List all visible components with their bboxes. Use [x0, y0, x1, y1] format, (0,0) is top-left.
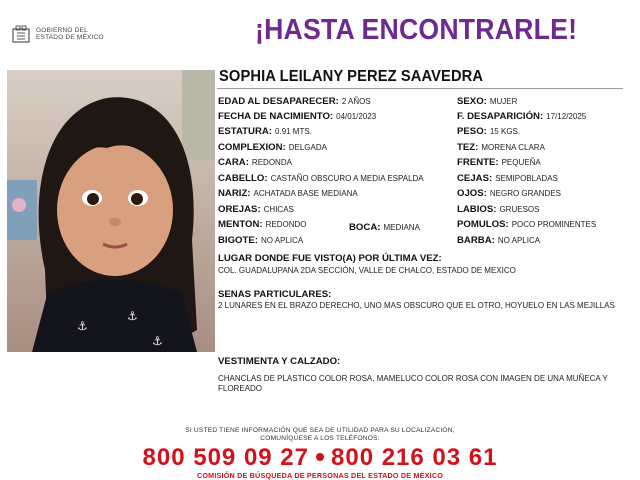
particular-signs-label: SENAS PARTICULARES:	[218, 289, 332, 300]
separator-dot-icon	[316, 453, 324, 461]
field-label: ESTATURA:	[218, 126, 273, 137]
field-label: COMPLEXION:	[218, 142, 286, 153]
field-value: PEQUEÑA	[501, 158, 541, 167]
field-label: FRENTE:	[457, 157, 499, 168]
field-value: CHICAS	[263, 205, 294, 214]
field-tez	[457, 142, 545, 153]
field-label: LABIOS:	[457, 204, 497, 215]
field-desaparicion	[457, 111, 586, 122]
footer-note-line-1: SI USTED TIENE INFORMACIÓN QUE SEA DE UTILIDAD PARA SU LOCALIZACIÓN,	[185, 427, 455, 434]
field-complexion	[218, 142, 327, 153]
field-label: TEZ:	[457, 142, 479, 153]
phone-number-2[interactable]: 800 216 03 61	[331, 444, 498, 471]
field-value: 15 KGS.	[489, 127, 521, 136]
phone-numbers	[0, 444, 640, 472]
field-value: POCO PROMINENTES	[511, 220, 597, 229]
field-label: SEXO:	[457, 96, 487, 107]
field-value: ACHATADA BASE MEDIANA	[253, 189, 358, 198]
field-label: BARBA:	[457, 235, 495, 246]
field-value: REDONDA	[251, 158, 292, 167]
field-peso	[457, 126, 520, 137]
field-value: NO APLICA	[260, 236, 304, 245]
field-value: NO APLICA	[497, 236, 541, 245]
field-ojos	[457, 188, 561, 199]
last-seen-label: LUGAR DONDE FUE VISTO(A) POR ÚLTIMA VEZ:	[218, 253, 442, 264]
field-estatura	[218, 126, 312, 137]
field-sexo	[457, 96, 517, 107]
svg-text:⚓: ⚓	[127, 309, 138, 323]
field-nariz	[218, 188, 358, 199]
field-value: MEDIANA	[383, 223, 420, 232]
field-value: MORENA CLARA	[481, 143, 545, 152]
field-value: GRUESOS	[499, 205, 540, 214]
commission-name: COMISIÓN DE BÚSQUEDA DE PERSONAS DEL ESTADO DE MÉXICO	[196, 471, 444, 480]
field-label: CABELLO:	[218, 173, 268, 184]
logo-line-2: ESTADO DE MÉXICO	[36, 34, 104, 41]
field-label: BIGOTE:	[218, 235, 258, 246]
field-label: NARIZ:	[218, 188, 251, 199]
field-value: 17/12/2025	[546, 112, 587, 121]
footer-note-line-2: COMUNÍQUESE A LOS TELÉFONOS:	[260, 435, 380, 442]
field-value: DELGADA	[288, 143, 327, 152]
field-label: CARA:	[218, 157, 249, 168]
clothing-label: VESTIMENTA Y CALZADO:	[218, 356, 341, 367]
logo-line-1: GOBIERNO DEL	[36, 26, 88, 34]
field-labios	[457, 204, 539, 215]
field-label: MENTON:	[218, 219, 263, 230]
field-label: EDAD AL DESAPARECER:	[218, 96, 339, 107]
field-label: OJOS:	[457, 188, 487, 199]
field-value: MUJER	[489, 97, 518, 106]
field-nacimiento	[218, 111, 376, 122]
field-cabello	[218, 173, 424, 184]
logo-text	[36, 27, 104, 42]
field-label: PESO:	[457, 126, 487, 137]
svg-text:⚓: ⚓	[77, 319, 88, 333]
name-divider	[217, 88, 623, 89]
field-value: CASTAÑO OBSCURO A MEDIA ESPALDA	[270, 174, 424, 183]
field-value: 0.91 MTS.	[275, 127, 312, 136]
person-photo	[7, 70, 215, 352]
field-pomulos	[457, 219, 596, 230]
field-label: CEJAS:	[457, 173, 493, 184]
field-frente	[457, 157, 541, 168]
field-label: FECHA DE NACIMIENTO:	[218, 111, 334, 122]
government-logo	[10, 22, 130, 46]
field-edad	[218, 96, 371, 107]
coat-of-arms-icon	[10, 23, 32, 45]
field-barba	[457, 235, 540, 246]
field-label: POMULOS:	[457, 219, 509, 230]
field-cara	[218, 157, 292, 168]
phone-number-1[interactable]: 800 509 09 27	[142, 444, 309, 471]
particular-signs-value: 2 LUNARES EN EL BRAZO DERECHO, UNO MAS OBSCURO QUE EL OTRO, HOYUELO EN LAS MEJILLAS	[218, 301, 615, 310]
field-value: 04/01/2023	[336, 112, 377, 121]
field-label: F. DESAPARICIÓN:	[457, 111, 544, 122]
field-label: OREJAS:	[218, 204, 261, 215]
field-value: NEGRO GRANDES	[489, 189, 561, 198]
svg-text:⚓: ⚓	[152, 334, 163, 348]
field-bigote	[218, 235, 303, 246]
field-menton	[218, 219, 306, 230]
field-value: REDONDO	[265, 220, 307, 229]
field-boca	[349, 222, 420, 233]
person-name: SOPHIA LEILANY PEREZ SAAVEDRA	[219, 68, 484, 85]
clothing-value: CHANCLAS DE PLASTICO COLOR ROSA, MAMELUCO COLOR ROSA CON IMAGEN DE UNA MUÑECA Y FLOREADO	[218, 374, 608, 393]
field-value: 2 AÑOS	[341, 97, 371, 106]
field-cejas	[457, 173, 558, 184]
headline: ¡HASTA ENCONTRARLE!	[255, 14, 578, 46]
last-seen-value: COL. GUADALUPANA 2DA SECCIÓN, VALLE DE CHALCO, ESTADO DE MEXICO	[218, 266, 516, 275]
field-orejas	[218, 204, 294, 215]
field-label: BOCA:	[349, 222, 381, 233]
field-value: SEMIPOBLADAS	[495, 174, 558, 183]
